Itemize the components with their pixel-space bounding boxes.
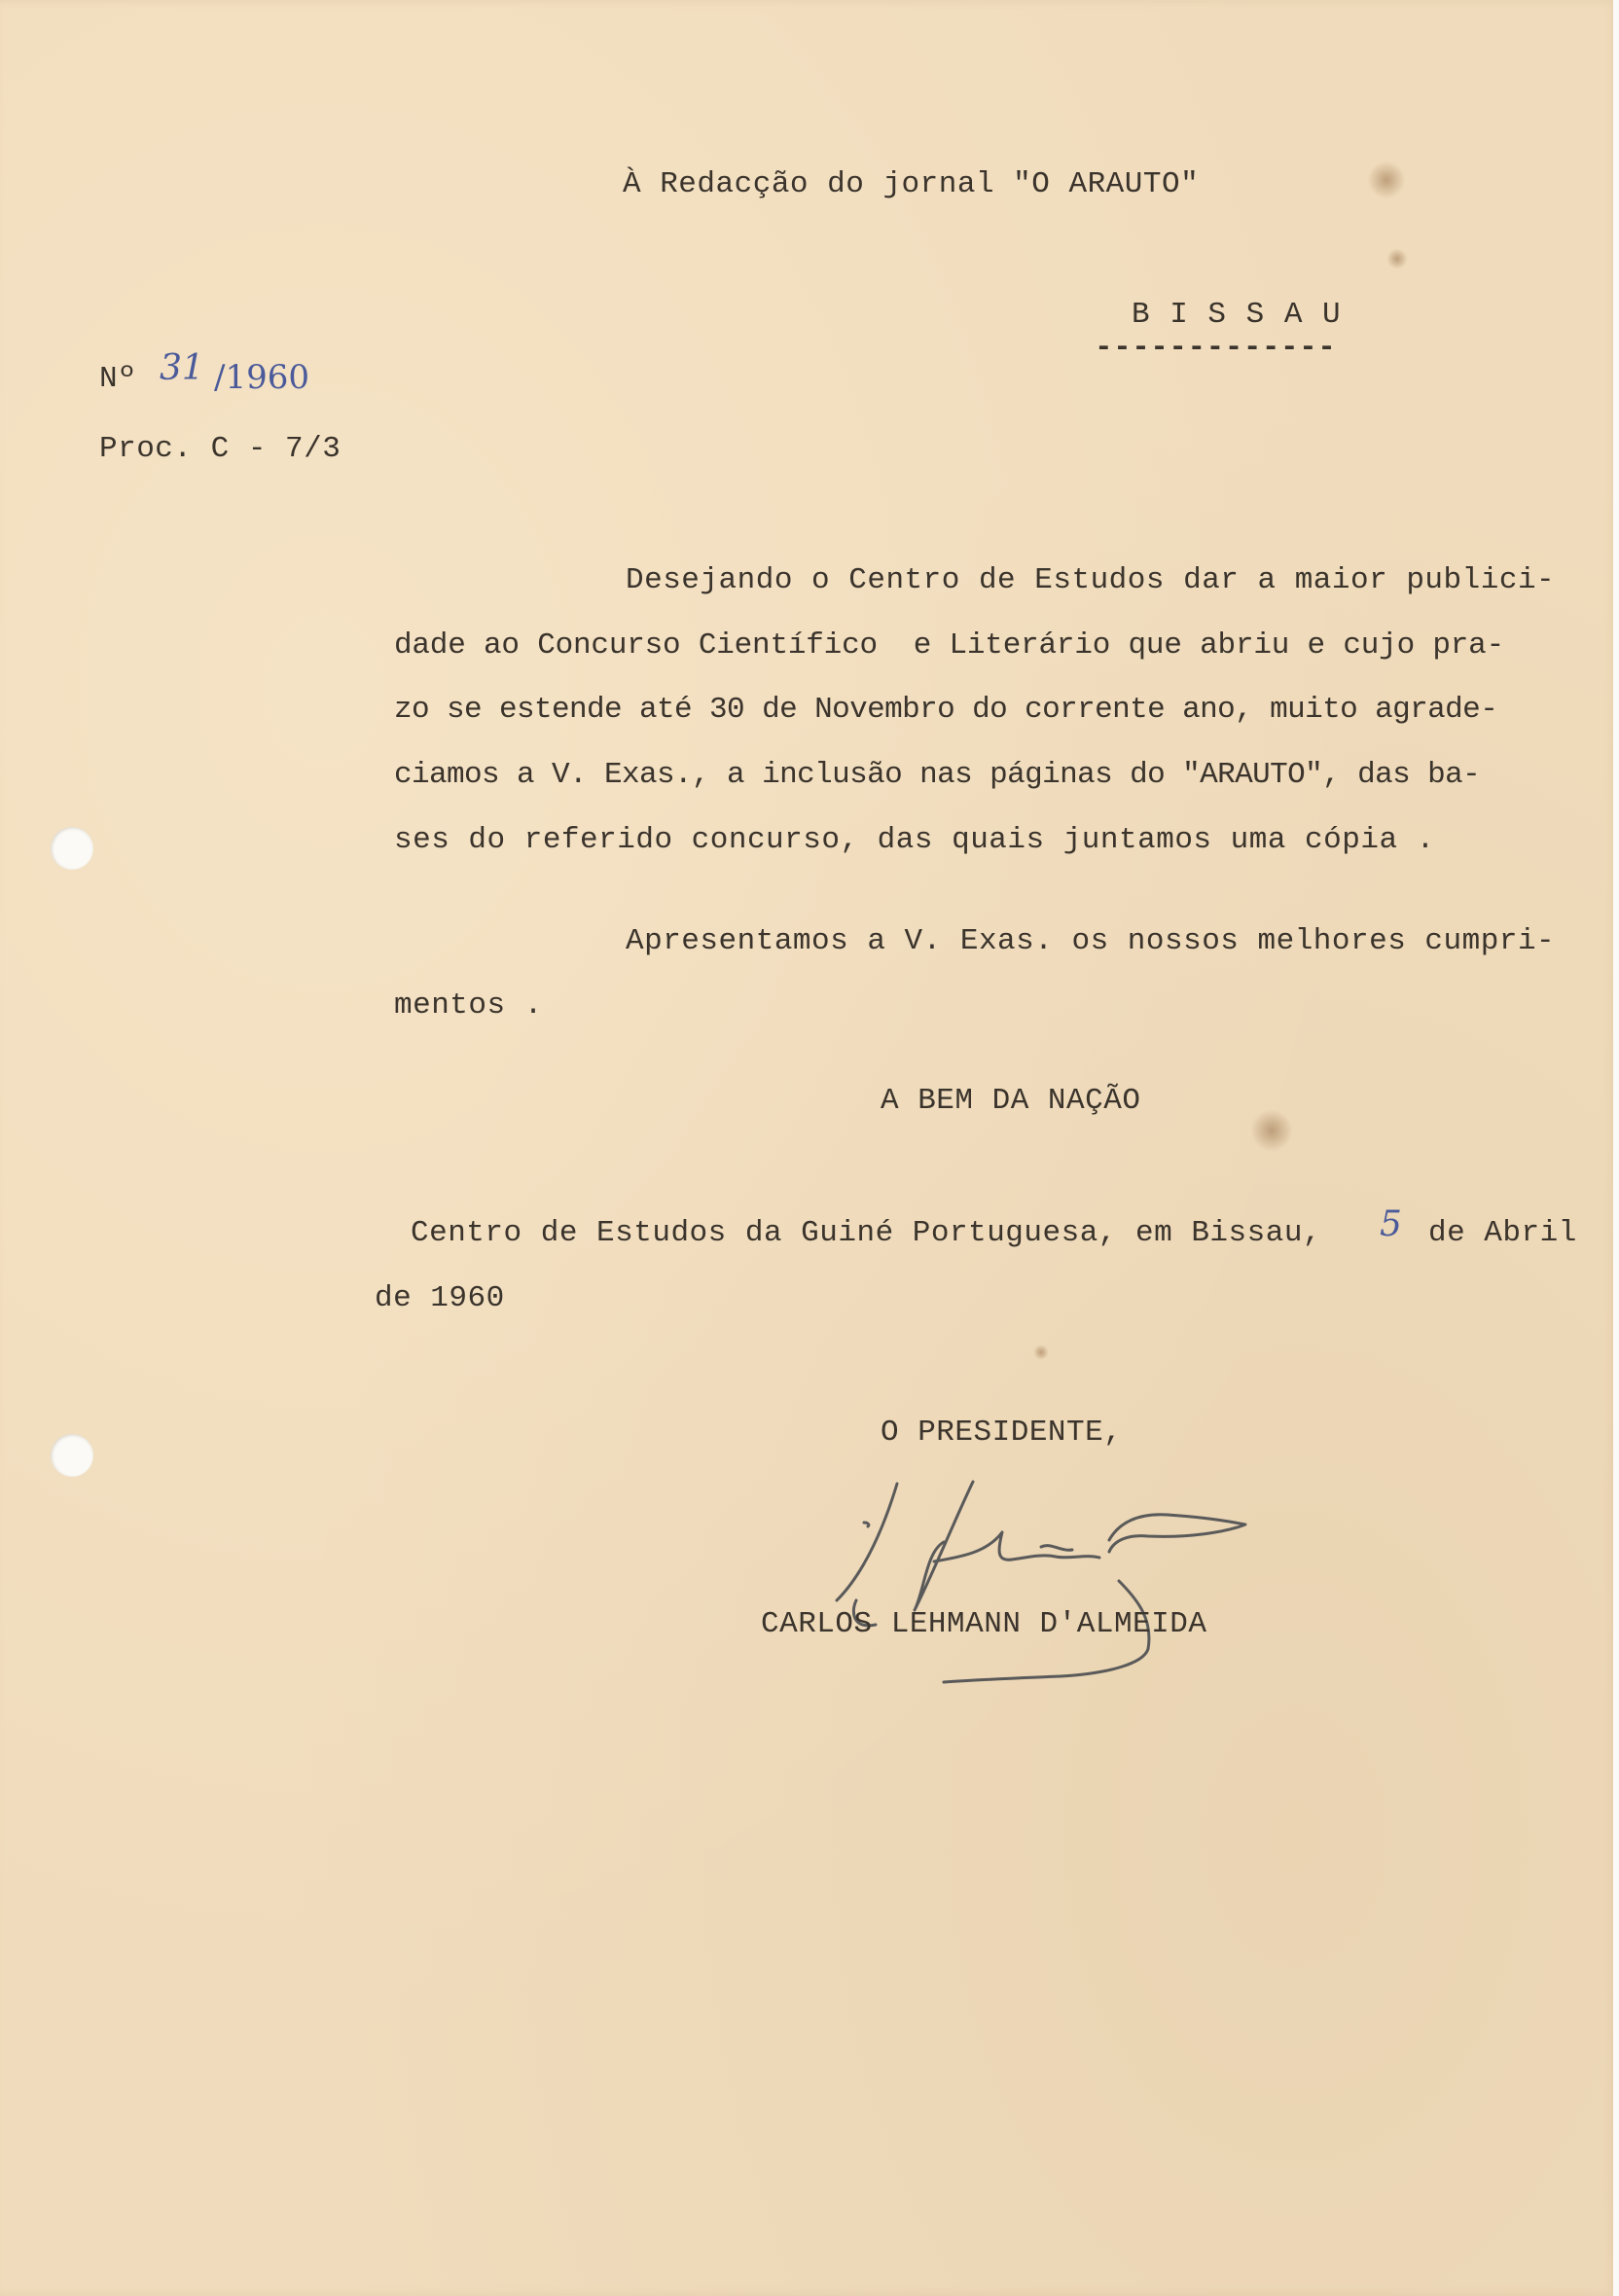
ref-number-prefix: Nº [99, 362, 137, 396]
ref-number-year: /1960 [214, 358, 309, 397]
signature-mark [817, 1464, 1362, 1698]
addressee-line: À Redacção do jornal "O ARAUTO" [623, 167, 1200, 201]
stain-spot [1250, 1109, 1293, 1152]
signer-title: O PRESIDENTE, [881, 1416, 1123, 1450]
place-date-month: de Abril [1428, 1216, 1577, 1250]
punch-hole-bottom [51, 1434, 93, 1477]
body-line: zo se estende até 30 de Novembro do corrente ano, muito agrade- [394, 693, 1498, 727]
body-line: Desejando o Centro de Estudos dar a maior publici- [626, 563, 1556, 597]
place-date-day-handwritten: 5 [1380, 1204, 1402, 1244]
stain-spot [1033, 1345, 1049, 1360]
ref-number-handwritten: 31 [160, 348, 204, 388]
city-underline: ------------- [1095, 331, 1337, 365]
stain-spot [1386, 248, 1408, 269]
process-reference: Proc. C - 7/3 [99, 432, 342, 466]
city-heading: B I S S A U [1132, 298, 1342, 332]
signer-name: CARLOS LEHMANN D'ALMEIDA [761, 1607, 1207, 1641]
punch-hole-top [51, 827, 93, 870]
stain-spot [1367, 161, 1406, 199]
place-date-year: de 1960 [375, 1281, 505, 1315]
reference-number [99, 348, 309, 397]
motto: A BEM DA NAÇÃO [881, 1084, 1141, 1118]
place-date-line: Centro de Estudos da Guiné Portuguesa, em Bissau, [411, 1216, 1322, 1250]
closing-line: mentos . [394, 988, 543, 1022]
page-edge [1613, 0, 1619, 2296]
body-line: ses do referido concurso, das quais juntamos uma cópia . [394, 823, 1435, 857]
body-line: ciamos a V. Exas., a inclusão nas páginas do "ARAUTO", das ba- [394, 758, 1481, 792]
closing-line: Apresentamos a V. Exas. os nossos melhores cumpri- [626, 924, 1556, 958]
body-line: dade ao Concurso Científico e Literário que abriu e cujo pra- [394, 628, 1504, 663]
